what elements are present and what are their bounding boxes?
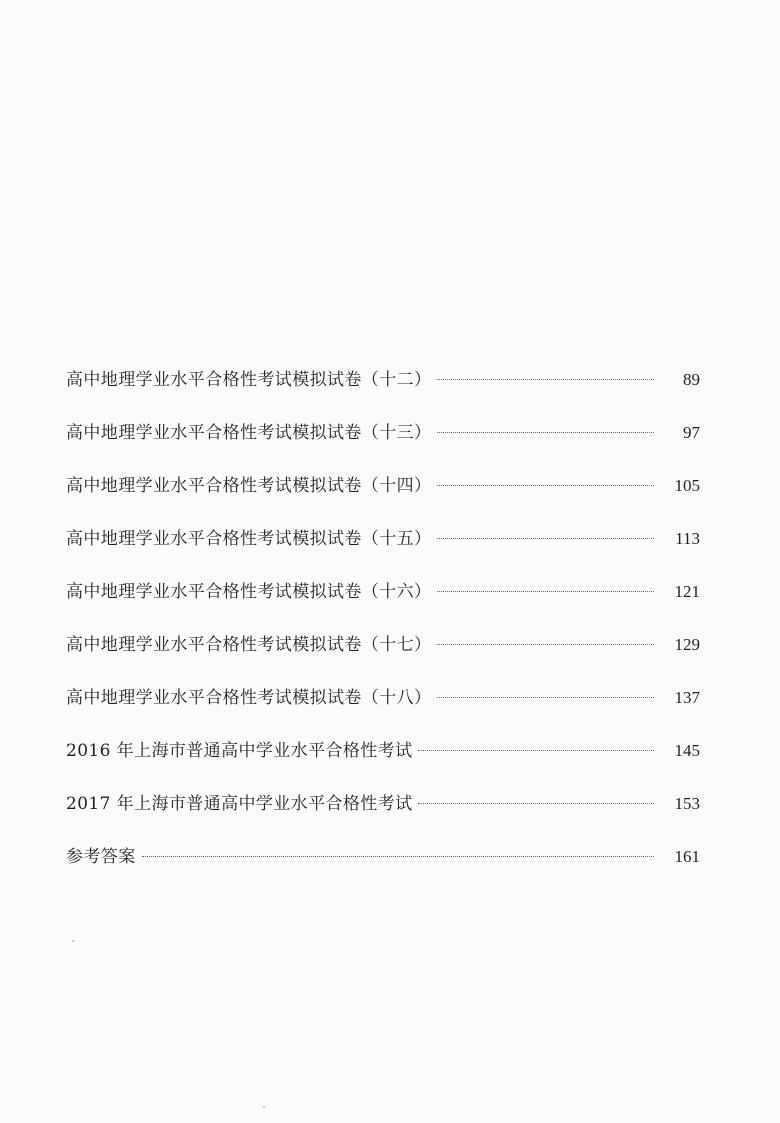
scan-speck [263,1106,265,1108]
toc-entry[interactable] [66,524,700,577]
toc-entry-page: 161 [674,847,700,866]
toc-entry-title: 高中地理学业水平合格性考试模拟试卷（十四） [66,476,432,496]
toc-entry-page: 145 [674,741,700,760]
toc-entry-title: 2016 年上海市普通高中学业水平合格性考试 [66,741,413,761]
toc-entry-page: 121 [674,582,700,601]
toc-entry[interactable] [66,630,700,683]
toc-entry[interactable] [66,418,700,471]
toc-entry-page: 113 [675,529,700,548]
toc-entry[interactable] [66,842,700,895]
toc-entry[interactable] [66,365,700,418]
dot-leader [142,856,654,857]
toc-entry-title: 高中地理学业水平合格性考试模拟试卷（十三） [66,423,432,443]
toc-entry-page: 153 [674,794,700,813]
toc-entry-title: 高中地理学业水平合格性考试模拟试卷（十六） [66,582,432,602]
dot-leader [437,432,654,433]
toc-entry[interactable] [66,577,700,630]
toc-entry-title: 高中地理学业水平合格性考试模拟试卷（十二） [66,370,432,390]
dot-leader [437,485,654,486]
dot-leader [418,750,654,751]
dot-leader [437,591,654,592]
dot-leader [437,379,654,380]
dot-leader [437,644,654,645]
table-of-contents [66,365,700,895]
toc-entry-title: 参考答案 [66,847,136,867]
toc-entry-page: 105 [674,476,700,495]
toc-entry-page: 129 [674,635,700,654]
dot-leader [437,697,654,698]
toc-entry-page: 89 [683,370,700,389]
toc-entry-page: 97 [683,423,700,442]
toc-entry-title: 高中地理学业水平合格性考试模拟试卷（十八） [66,688,432,708]
dot-leader [418,803,654,804]
toc-entry[interactable] [66,683,700,736]
toc-entry-title: 高中地理学业水平合格性考试模拟试卷（十五） [66,529,432,549]
toc-entry-title: 高中地理学业水平合格性考试模拟试卷（十七） [66,635,432,655]
dot-leader [437,538,654,539]
toc-entry[interactable] [66,736,700,789]
toc-entry[interactable] [66,789,700,842]
toc-entry-page: 137 [674,688,700,707]
scan-speck [72,940,74,942]
toc-entry[interactable] [66,471,700,524]
toc-entry-title: 2017 年上海市普通高中学业水平合格性考试 [66,794,413,814]
